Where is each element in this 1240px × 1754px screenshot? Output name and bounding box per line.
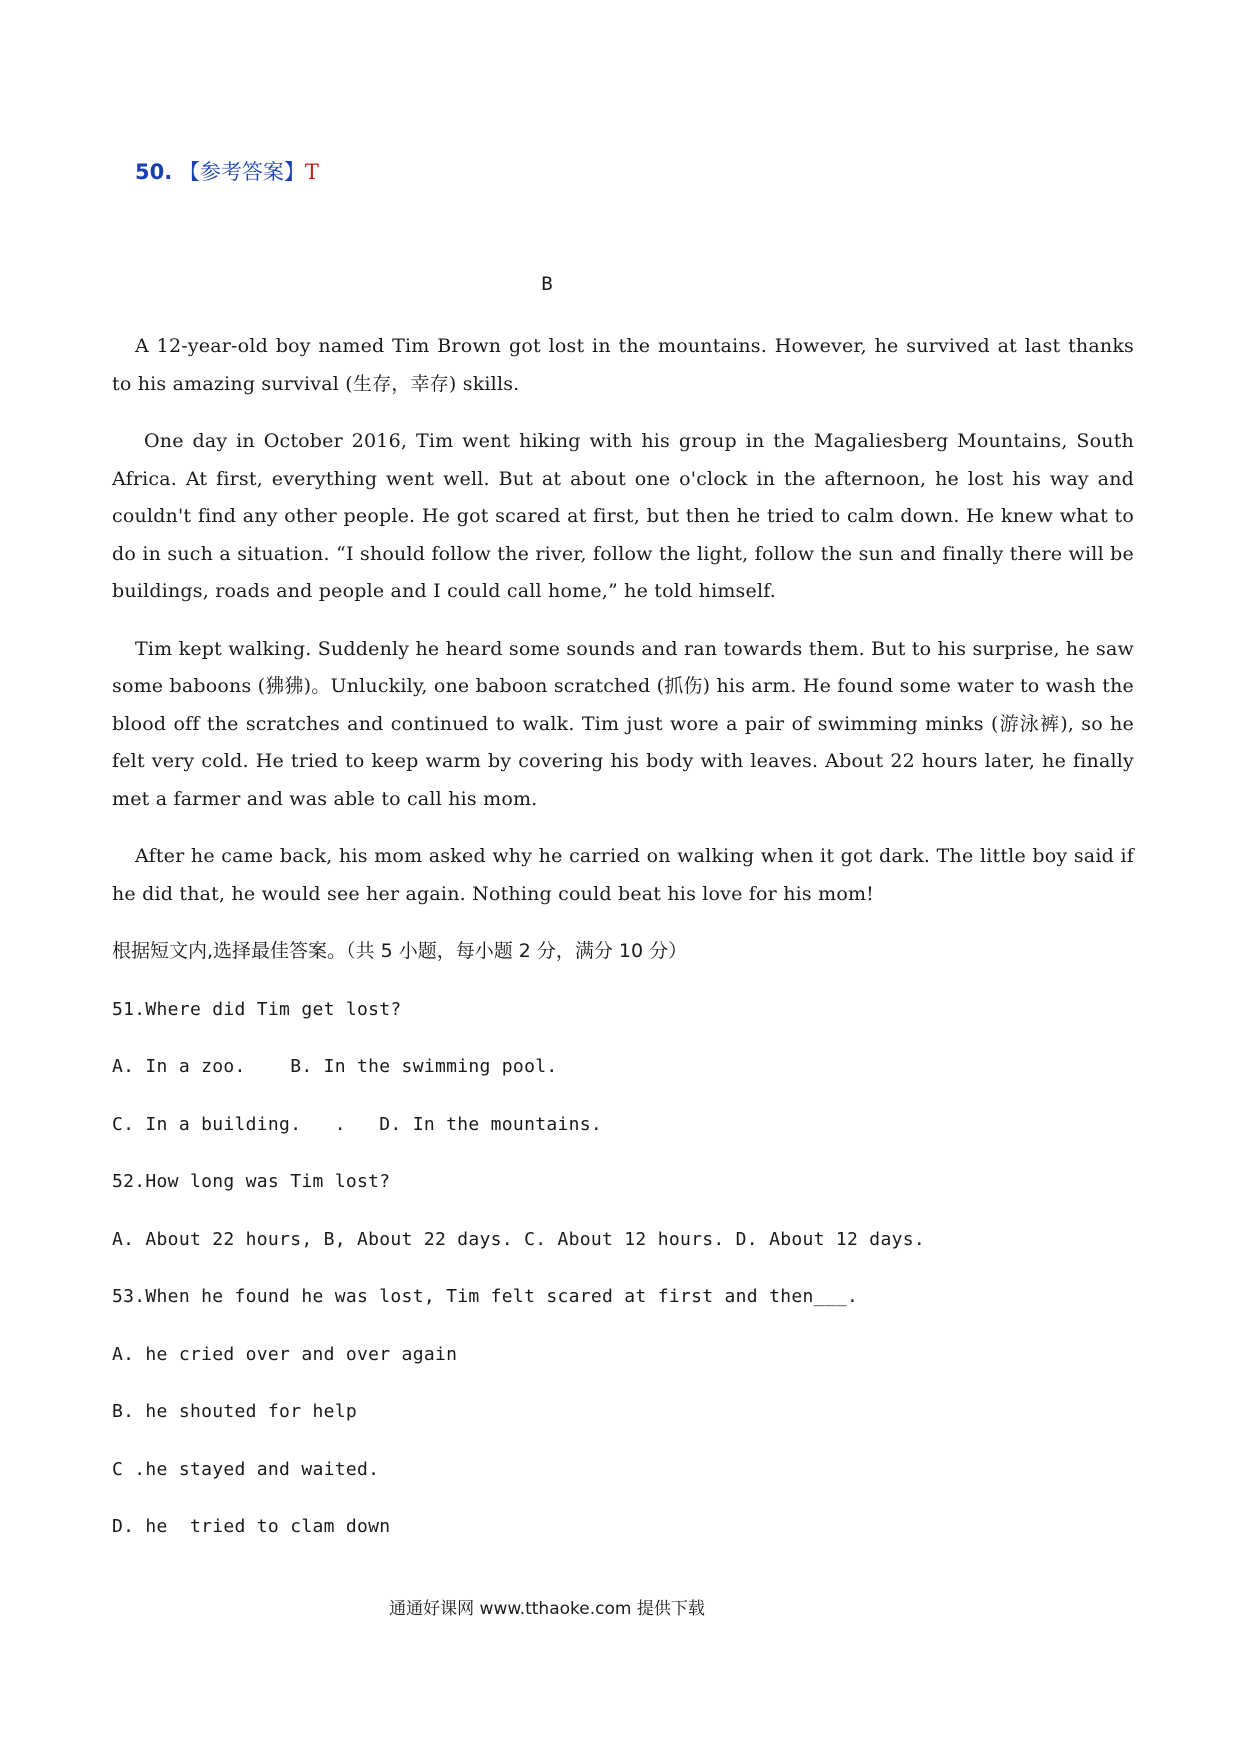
passage-paragraph-2: One day in October 2016, Tim went hiking with his group in the Magaliesberg Mountains, South Africa. At first, everything went well. But at about one o'clock in the afternoon, he lost his way and couldn't find any other people. He got scared at first, but then he tried to calm down. He knew what to do in such a situation. “I should follow the river, follow the light, follow the sun and finally there will be buildings, roads and people and I could call home,” he told himself. bbox=[112, 430, 1134, 602]
instructions: 根据短文内,选择最佳答案。（共 5 小题，每小题 2 分，满分 10 分） bbox=[112, 940, 688, 962]
answer-line bbox=[135, 156, 319, 186]
answer-label: 【参考答案】 bbox=[178, 160, 305, 184]
passage-paragraph-4: After he came back, his mom asked why he carried on walking when it got dark. The little boy said if he did that, he would see her again. Nothing could beat his love for his mom! bbox=[112, 845, 1134, 905]
passage-paragraph-1: A 12-year-old boy named Tim Brown got lost in the mountains. However, he survived at last thanks to his amazing survival (生存，幸存) skills. bbox=[112, 335, 1134, 395]
section-heading: B bbox=[541, 273, 553, 295]
question-53-option-c: C .he stayed and waited. bbox=[112, 1458, 380, 1480]
question-52: 52.How long was Tim lost? bbox=[112, 1171, 391, 1192]
content-body bbox=[112, 328, 1134, 1566]
passage-paragraph-3: Tim kept walking. Suddenly he heard some sounds and ran towards them. But to his surprise, he saw some baboons (狒狒)。Unluckily, one baboon scratched (抓伤) his arm. He found some water to wash the blood off the scratches and continued to walk. Tim just wore a pair of swimming minks (游泳裤), so he felt very cold. He tried to keep warm by covering his body with leaves. About 22 hours later, he finally met a farmer and was able to call his mom. bbox=[112, 637, 1134, 810]
question-52-options: A. About 22 hours, B, About 22 days. C. About 12 hours. D. About 12 days. bbox=[112, 1228, 925, 1250]
question-53-option-b: B. he shouted for help bbox=[112, 1401, 358, 1422]
question-51: 51.Where did Tim get lost? bbox=[112, 998, 402, 1020]
question-53: 53.When he found he was lost, Tim felt scared at first and then___. bbox=[112, 1286, 859, 1307]
question-51-options-cd: C. In a building. . D. In the mountains. bbox=[112, 1113, 603, 1135]
page-footer: 通通好课网 www.tthaoke.com 提供下载 bbox=[389, 1599, 705, 1619]
question-53-option-d: D. he tried to clam down bbox=[112, 1516, 391, 1537]
answer-number: 50. bbox=[135, 160, 173, 184]
question-51-options-ab: A. In a zoo. B. In the swimming pool. bbox=[112, 1056, 558, 1077]
answer-value: T bbox=[304, 160, 319, 184]
question-53-option-a: A. he cried over and over again bbox=[112, 1343, 458, 1365]
